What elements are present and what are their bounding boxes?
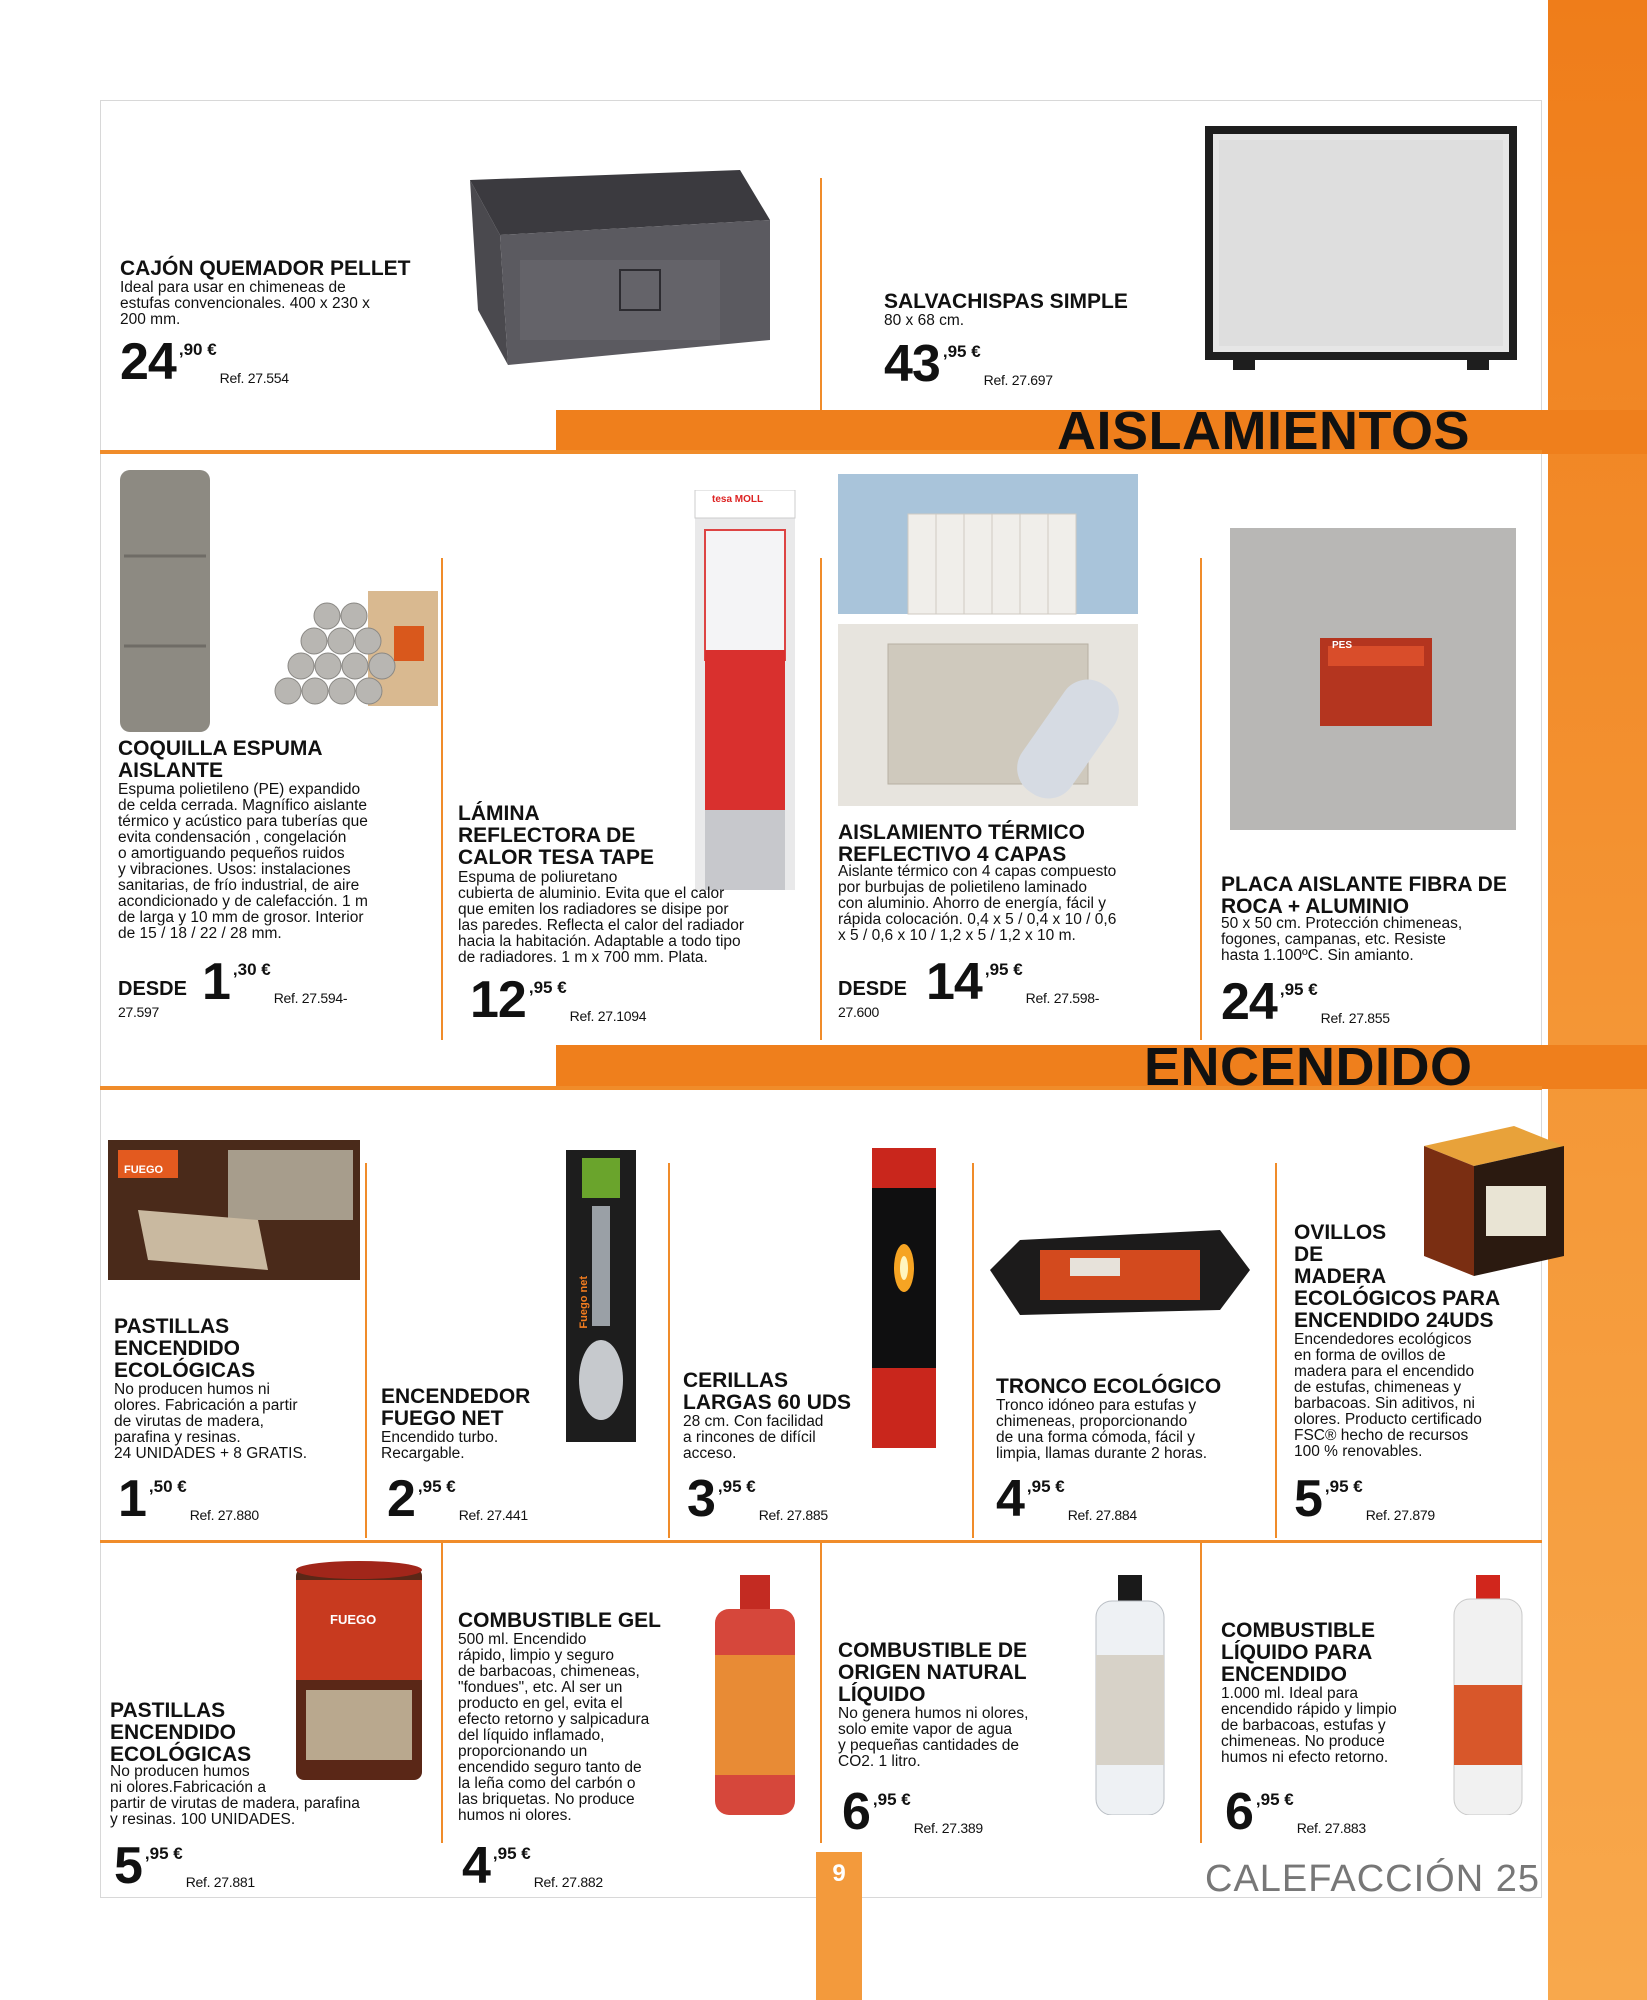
product-price — [842, 1783, 983, 1841]
product-price — [120, 333, 289, 391]
product-description: No producen humos ni olores. Fabricación a partir de virutas de madera, parafina y resinas. 24 UNIDADES + 8 GRATIS. — [114, 1381, 308, 1462]
product-description: No producen humos ni olores.Fabricación a partir de virutas de madera, parafina y resinas. 100 UNIDADES. — [110, 1763, 360, 1828]
product-price — [387, 1470, 528, 1528]
product-price — [884, 335, 1053, 393]
brand-label: tesa MOLL — [712, 494, 764, 505]
fuel-gel-bottle-image — [710, 1575, 800, 1815]
price-integer: 43 — [884, 335, 940, 393]
divider — [820, 1543, 822, 1843]
product-title: ENCENDEDOR FUEGO NET — [381, 1385, 531, 1430]
product-description: 1.000 ml. Ideal para encendido rápido y limpio de barbacoas, estufas y chimeneas. No produce humos ni efecto retorno. — [1221, 1685, 1397, 1766]
divider — [441, 558, 443, 1040]
product-ref: Ref. 27.884 — [1067, 1507, 1137, 1523]
rock-fiber-plate-image — [1230, 512, 1516, 830]
price-decimal: ,50 € — [148, 1477, 187, 1496]
divider — [441, 1543, 443, 1843]
divider — [972, 1163, 974, 1538]
product-description: 50 x 50 cm. Protección chimeneas, fogones, campanas, etc. Resiste hasta 1.100ºC. Sin amianto. — [1221, 915, 1463, 964]
price-integer: 24 — [1221, 973, 1277, 1031]
divider — [668, 1163, 670, 1538]
product-ref: Ref. 27.855 — [1320, 1010, 1390, 1026]
lighter-image — [566, 1150, 636, 1442]
price-integer: 4 — [462, 1837, 490, 1895]
product-ref: Ref. 27.881 — [185, 1874, 255, 1890]
product-price — [687, 1470, 828, 1528]
price-from-label: DESDE — [118, 978, 187, 1000]
price-decimal: ,95 € — [1026, 1477, 1065, 1496]
product-ref: Ref. 27.882 — [533, 1874, 603, 1890]
product-price — [1221, 973, 1390, 1031]
product-description: Encendedores ecológicos en forma de ovillos de madera para el encendido de estufas, chimeneas y barbacoas. Sin aditivos, ni olores. Producto certificado FSC® hecho de recursos 100 % renovables. — [1294, 1331, 1482, 1460]
price-integer: 5 — [114, 1837, 142, 1895]
product-description: Espuma de poliuretano cubierta de aluminio. Evita que el calor que emiten los radiadores se disipe por las paredes. Reflecta el calor del radiador hacia la habitación. Adaptable a todo tipo de radiadores. 1 m x 700 mm. Plata. — [458, 869, 745, 966]
brand-label: PES — [1332, 640, 1353, 651]
divider — [1200, 1543, 1202, 1843]
price-decimal: ,95 € — [492, 1844, 531, 1863]
product-title: COMBUSTIBLE LÍQUIDO PARA ENCENDIDO — [1221, 1619, 1375, 1686]
product-description: 28 cm. Con facilidad a rincones de difícil acceso. — [683, 1413, 824, 1462]
price-decimal: ,95 € — [417, 1477, 456, 1496]
divider — [1200, 558, 1202, 1040]
product-description: No genera humos ni olores, solo emite vapor de agua y pequeñas cantidades de CO2. 1 litro. — [838, 1705, 1029, 1770]
price-decimal: ,95 € — [872, 1790, 911, 1809]
product-ref: Ref. 27.1094 — [569, 1008, 647, 1024]
product-price — [202, 953, 348, 1011]
product-price — [1294, 1470, 1435, 1528]
product-ref: Ref. 27.594- — [273, 990, 348, 1006]
price-decimal: ,95 € — [144, 1844, 183, 1863]
brand-label: FUEGO — [330, 1612, 377, 1627]
product-title: OVILLOS DE MADERA ECOLÓGICOS PARA ENCENDIDO 24UDS — [1294, 1221, 1501, 1332]
price-decimal: ,95 € — [984, 960, 1023, 979]
product-title: CERILLAS LARGAS 60 UDS — [683, 1369, 852, 1414]
fire-starter-tub-image — [296, 1560, 422, 1780]
product-description: Aislante térmico con 4 capas compuesto por burbujas de polietileno laminado con aluminio. Ahorro de energía, fácil y rápida colocación. 0,4 x 5 / 0,4 x 10 / 0,6 x 5 / 0,6 x 10 / 1,2 x 5 / 1,2 x 10 m. — [838, 863, 1117, 944]
price-integer: 4 — [996, 1470, 1024, 1528]
page-number: 9 — [832, 1860, 846, 1887]
product-ref-continued: 27.597 — [118, 1004, 160, 1020]
product-title: PLACA AISLANTE FIBRA DE ROCA + ALUMINIO — [1221, 873, 1507, 918]
product-ref-continued: 27.600 — [838, 1004, 880, 1020]
fire-starter-tablets-image — [108, 1140, 360, 1280]
price-integer: 1 — [202, 953, 230, 1011]
product-price — [118, 1470, 259, 1528]
product-description: Ideal para usar en chimeneas de estufas convencionales. 400 x 230 x 200 mm. — [120, 279, 370, 328]
product-description: 500 ml. Encendido rápido, limpio y seguro de barbacoas, chimeneas, "fondues", etc. Al ser un producto en gel, evita el efecto retorno y salpicadura del líquido inflamado, proporcionando un encendido seguro tanto de la leña como del carbón o las briquetas. No produce humos ni olores. — [458, 1631, 650, 1824]
price-integer: 5 — [1294, 1470, 1322, 1528]
matches-box-image — [872, 1148, 936, 1448]
reflective-foil-roll-image — [690, 490, 800, 890]
section-title-aislamientos: AISLAMIENTOS — [1057, 401, 1471, 461]
price-integer: 12 — [470, 971, 526, 1029]
price-decimal: ,95 € — [1324, 1477, 1363, 1496]
product-ref: Ref. 27.883 — [1296, 1820, 1366, 1836]
price-decimal: ,90 € — [178, 340, 217, 359]
radiator-insulation-image — [838, 474, 1188, 806]
price-integer: 14 — [926, 953, 982, 1011]
natural-fuel-bottle-image — [1090, 1575, 1170, 1815]
divider — [820, 558, 822, 1040]
product-description: Espuma polietileno (PE) expandido de celda cerrada. Magnífico aislante térmico y acústico para tuberías que evita condensación , congelación o amortiguando pequeños ruidos y vibraciones. Usos: instalaciones sanitarias, de frío industrial, de aire acondicionado y de calefacción. 1 m de larga y 10 mm de grosor. Interior de 15 / 18 / 22 / 28 mm. — [118, 781, 368, 942]
price-integer: 1 — [118, 1470, 146, 1528]
product-ref: Ref. 27.598- — [1025, 990, 1100, 1006]
divider — [1275, 1163, 1277, 1538]
product-price — [470, 971, 647, 1029]
product-title: COMBUSTIBLE DE ORIGEN NATURAL LÍQUIDO — [838, 1639, 1027, 1706]
price-decimal: ,95 € — [717, 1477, 756, 1496]
price-decimal: ,95 € — [942, 342, 981, 361]
product-title: COQUILLA ESPUMA AISLANTE — [118, 737, 323, 782]
product-ref: Ref. 27.879 — [1365, 1507, 1435, 1523]
price-integer: 6 — [842, 1783, 870, 1841]
orange-side-band — [1548, 0, 1647, 2000]
price-integer: 6 — [1225, 1783, 1253, 1841]
brand-label: Fuego net — [578, 1276, 590, 1329]
product-ref: Ref. 27.441 — [458, 1507, 528, 1523]
product-price — [996, 1470, 1137, 1528]
product-title: COMBUSTIBLE GEL — [458, 1609, 661, 1632]
product-ref: Ref. 27.880 — [189, 1507, 259, 1523]
pipe-insulation-image — [118, 466, 440, 736]
product-title: CAJÓN QUEMADOR PELLET — [120, 257, 411, 280]
product-ref: Ref. 27.554 — [219, 370, 289, 386]
product-title: TRONCO ECOLÓGICO — [996, 1375, 1222, 1398]
price-decimal: ,30 € — [232, 960, 271, 979]
product-description: 80 x 68 cm. — [884, 312, 965, 329]
price-from-label: DESDE — [838, 978, 907, 1000]
product-description: Encendido turbo. Recargable. — [381, 1429, 499, 1462]
section-title-encendido: ENCENDIDO — [1144, 1037, 1473, 1097]
price-decimal: ,95 € — [1279, 980, 1318, 999]
product-ref: Ref. 27.389 — [913, 1820, 983, 1836]
price-integer: 3 — [687, 1470, 715, 1528]
price-decimal: ,95 € — [1255, 1790, 1294, 1809]
product-title: PASTILLAS ENCENDIDO ECOLÓGICAS — [110, 1699, 252, 1766]
pellet-burner-image — [460, 160, 780, 380]
divider — [820, 178, 822, 443]
spark-screen-image — [1205, 126, 1517, 376]
catalog-title: CALEFACCIÓN 25 — [1205, 1858, 1540, 1900]
divider — [365, 1163, 367, 1538]
product-ref: Ref. 27.697 — [983, 372, 1053, 388]
product-price — [462, 1837, 603, 1895]
eco-log-image — [980, 1220, 1258, 1320]
product-title: AISLAMIENTO TÉRMICO REFLECTIVO 4 CAPAS — [838, 821, 1085, 866]
page-number-tab — [816, 1852, 862, 2000]
product-title: LÁMINA REFLECTORA DE CALOR TESA TAPE — [458, 802, 655, 869]
product-ref: Ref. 27.885 — [758, 1507, 828, 1523]
product-price — [926, 953, 1100, 1011]
product-price — [114, 1837, 255, 1895]
price-integer: 2 — [387, 1470, 415, 1528]
product-title: SALVACHISPAS SIMPLE — [884, 290, 1128, 313]
price-decimal: ,95 € — [528, 978, 567, 997]
liquid-fuel-bottle-image — [1450, 1575, 1526, 1815]
product-description: Tronco idóneo para estufas y chimeneas, proporcionando de una forma cómoda, fácil y limpia, llamas durante 2 horas. — [996, 1397, 1208, 1462]
brand-label: FUEGO — [124, 1164, 164, 1176]
product-price — [1225, 1783, 1366, 1841]
encendido-banner — [556, 1045, 1647, 1089]
product-title: PASTILLAS ENCENDIDO ECOLÓGICAS — [114, 1315, 256, 1382]
price-integer: 24 — [120, 333, 176, 391]
